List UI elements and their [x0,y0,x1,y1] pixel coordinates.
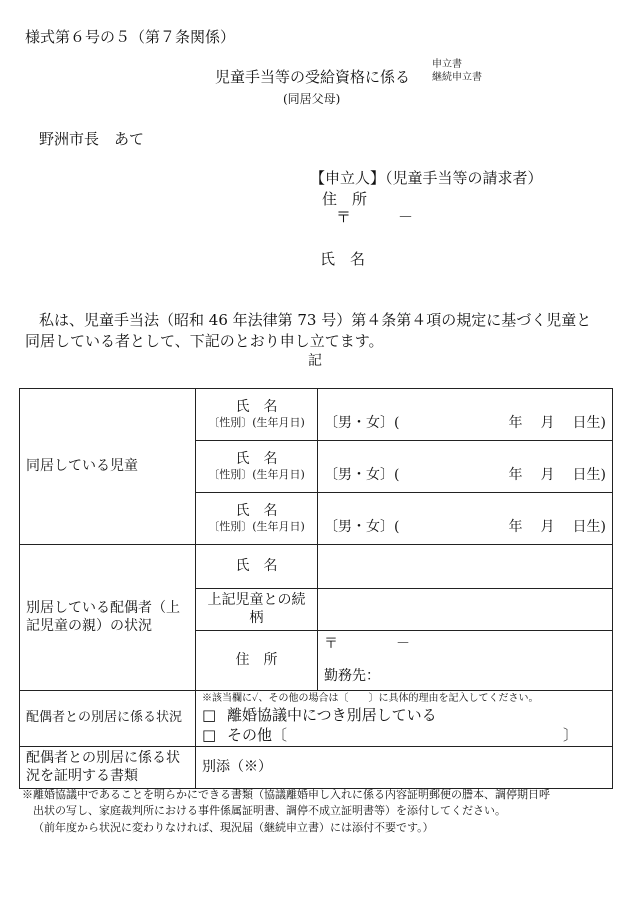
separation-options-cell [196,691,613,747]
applicant-postal-mark: 〒 [336,208,352,226]
document-subtitle: (同居父母) [283,92,341,106]
child-value-cell[interactable] [318,441,613,493]
child-name-cell [196,493,318,545]
spouse-name-value[interactable] [318,545,613,589]
spouse-postal-mark: 〒 [324,636,338,652]
child-sex-options[interactable]: 〔男・女〕( [324,466,400,483]
title-option-moushitate: 申立書 [432,59,462,70]
child-sub-label: 〔性別〕(生年月日) [208,416,305,430]
footnote-line-1: ※離婚協議中であることを明らかにできる書類（協議離婚申し入れに係る内容証明郵便の謄本、調停期日呼 [22,788,550,801]
child-day-label: 日生) [572,466,606,483]
child-name-cell [196,441,318,493]
addressee: 野洲市長 あて [39,130,145,148]
title-option-keizoku: 継続申立書 [432,72,482,83]
children-section-label: 同居している児童 [20,389,196,545]
statement-line-1: 私は、児童手当法（昭和 46 年法律第 73 号）第４条第４項の規定に基づく児童と [39,311,592,329]
child-sex-options[interactable]: 〔男・女〕( [324,518,400,535]
child-row [20,389,613,441]
footnote-line-2: 出状の写し、家庭裁判所における事件係属証明書、調停不成立証明書等）を添付してください。 [33,804,506,817]
child-day-label: 日生) [572,518,606,535]
title-options [432,58,482,84]
child-month-label: 月 [540,466,555,483]
document-title: 児童手当等の受給資格に係る [215,68,411,86]
applicant-details-table [19,388,613,789]
spouse-work-label: 勤務先： [324,667,380,684]
option-other[interactable]: その他〔 [226,726,287,744]
child-year-label: 年 [508,414,523,431]
child-day-label: 日生) [572,414,606,431]
child-name-label: 氏 名 [235,450,278,467]
applicant-label: 【申立人】（児童手当等の請求者） [310,169,543,187]
child-month-label: 月 [540,518,555,535]
child-year-label: 年 [508,518,523,535]
child-value-cell[interactable] [318,389,613,441]
separation-label: 配偶者との別居に係る状況 [20,691,196,747]
spouse-address-label: 住 所 [196,631,318,691]
spouse-relation-value[interactable] [318,589,613,631]
applicant-name-label: 氏 名 [320,250,366,268]
applicant-address-label: 住 所 [322,190,368,208]
ki-label: 記 [308,353,322,369]
child-value-cell[interactable] [318,493,613,545]
child-name-label: 氏 名 [235,398,278,415]
spouse-section-label: 別居している配偶者（上記児童の親）の状況 [20,545,196,691]
checkbox-icon[interactable]: □ [202,726,217,744]
statement-line-2: 同居している者として、下記のとおり申し立てます。 [25,332,384,350]
child-year-label: 年 [508,466,523,483]
separation-row [20,691,613,747]
document-value: 別添（※） [196,747,613,789]
spouse-address-value[interactable] [318,631,613,691]
document-row [20,747,613,789]
separation-instruction: ※該当欄に✓、その他の場合は〔 〕に具体的理由を記入してください。 [202,693,539,704]
option-divorce-negotiation: 離婚協議中につき別居している [226,706,437,724]
child-sex-options[interactable]: 〔男・女〕( [324,414,400,431]
child-name-label: 氏 名 [235,502,278,519]
child-sub-label: 〔性別〕(生年月日) [208,468,305,482]
document-label: 配偶者との別居に係る状況を証明する書類 [20,747,196,789]
option-other-close: 〕 [562,726,578,744]
form-number: 様式第６号の５（第７条関係） [25,28,236,46]
child-sub-label: 〔性別〕(生年月日) [208,520,305,534]
spouse-name-row [20,545,613,589]
footnote-line-3: （前年度から状況に変わりなければ、現況届（継続申立書）には添付不要です。） [33,821,434,834]
applicant-postal-dash: － [398,208,414,226]
spouse-name-label: 氏 名 [196,545,318,589]
child-month-label: 月 [540,414,555,431]
checkbox-icon[interactable]: □ [202,706,217,724]
spouse-relation-label: 上記児童との続柄 [196,589,318,631]
spouse-postal-dash: － [396,636,410,652]
child-name-cell [196,389,318,441]
